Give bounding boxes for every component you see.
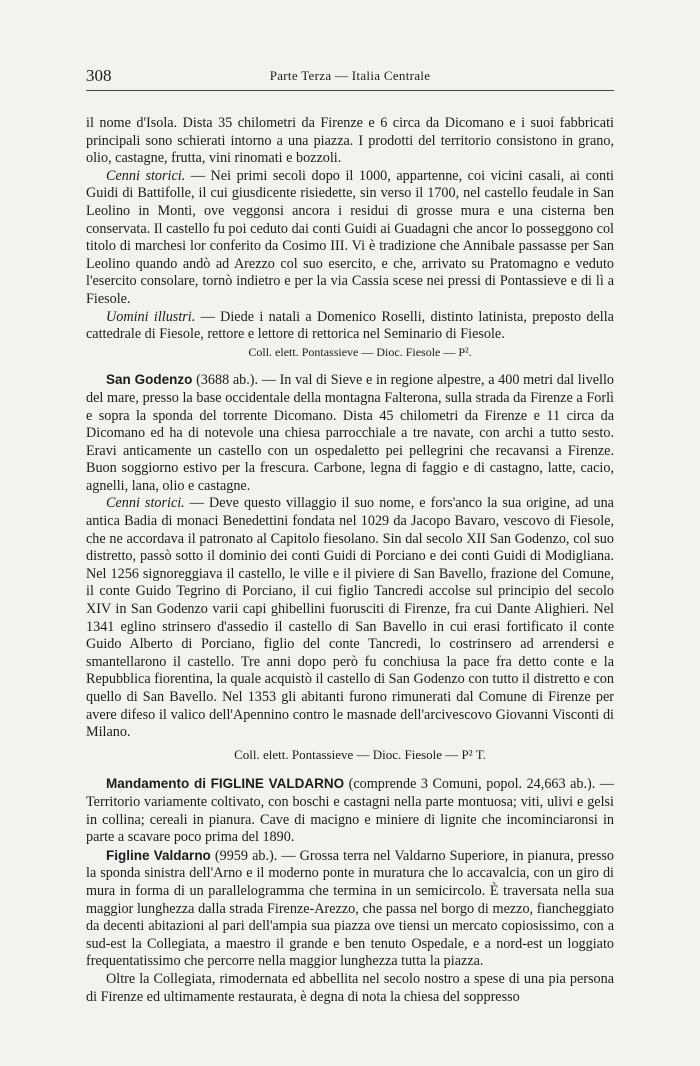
- entry-san-godenzo: [86, 371, 614, 495]
- entry-heading: San Godenzo: [106, 372, 193, 388]
- running-title: Parte Terza — Italia Centrale: [269, 68, 431, 83]
- paragraph-collegiata: Oltre la Collegiata, rimodernata ed abbellita nel secolo nostro a spese di una pia persona di Firenze ed ultimamente restaurata, è degna di nota la chiesa del soppresso: [86, 970, 614, 1005]
- page-body: [86, 115, 614, 1006]
- entry-heading: Mandamento di FIGLINE VALDARNO: [106, 776, 345, 792]
- paragraph-cenni-storici-2: [86, 495, 614, 741]
- paragraph-text: — Deve questo villaggio il suo nome, e fors'anco la sua origine, ad una antica Badia di monaci Benedettini fondata nel 1029 da Jacopo Bavaro, vescovo di Fiesole, che ne accordava il patronato al Capitolo fiesolano. Sin dal secolo XII San Godenzo, col suo distretto, passò sotto il dominio dei conti Guidi di Porciano e dei conti Guidi di Modigliana. Nel 1256 signoreggiava il castello, le ville e il piviere di San Bavello, frazione del Comune, il conte Guido Tegrino di Porciano, il cui figlio Tancredi accolse sul principio del secolo XIV in San Godenzo varii capi ghibellini fuorusciti di Firenze, fra cui Dante Alighieri. Nel 1341 eglino strinsero d'assedio il castello di San Bavello in cui erasi fortificato il conte Guido Alberto di Porciano, figlio del conte Tancredi, lo costrinsero ad arrendersi e smantellarono il castello. Tre anni dopo però fu conchiusa la pace fra detto conte e la Repubblica fiorentina, la quale acquistò il castello di San Godenzo con tutto il distretto e con quello di San Bavello. Nel 1353 gli abitanti furono rimunerati dal Comune di Firenze per avere difeso il valico dell'Apennino contro le masnade dell'arcivescovo Giovanni Visconti di Milano.: [86, 495, 614, 741]
- entry-text: (3688 ab.). — In val di Sieve e in regione alpestre, a 400 metri dal livello del mare, presso la base occidentale della montagna Falterona, sulla strada da Firenze a Forlì e sopra la sponda del torrente Dicomano. Dista 45 chilometri da Firenze e 11 circa da Dicomano ed ha di notevole una chiesa parrocchiale a tre navate, con archi a tutto sesto. Eravi anticamente un castello con un ospedaletto pei pellegrini che recavansi a Firenze. Buon soggiorno estivo per la frescura. Carbone, legna di faggio e di castagno, latte, cacio, agnelli, lana, olio e castagne.: [86, 372, 614, 494]
- paragraph-text: — Nei primi secoli dopo il 1000, appartenne, coi vicini casali, ai conti Guidi di Battifolle, il cui giusdicente risiedette, sin verso il 1700, nel castello feudale in San Leolino in Monti, ove veggonsi ancora i residui di grosse mura e una cisterna ben conservata. Il castello fu poi ceduto dai conti Guidi ai Guadagni che ancor lo posseggono col titolo di marchesi lor conferito da Cosimo III. Vi è tradizione che Annibale passasse per San Leolino quando andò ad Arezzo col suo esercito, e che, arrivato su Pratomagno e veduto l'esercito consolare, tornò indietro e per la via Cassia scese nei pressi di Pontassieve e di lì a Fiesole.: [86, 167, 614, 307]
- collegio-line: Coll. elett. Pontassieve — Dioc. Fiesole — P² T.: [234, 746, 486, 762]
- section-label: Cenni storici.: [106, 167, 186, 184]
- entry-heading: Figline Valdarno: [106, 847, 211, 863]
- paragraph-text: — Diede i natali a Domenico Roselli, distinto latinista, preposto della cattedrale di Fiesole, rettore e lettore di rettorica nel Seminario di Fiesole.: [86, 308, 614, 343]
- entry-text: (9959 ab.). — Grossa terra nel Valdarno Superiore, in pianura, presso la sponda sinistra dell'Arno e il moderno ponte in muratura che lo accavalcia, con un giro di mura in forma di un parallelogramma che termina in un semicircolo. È traversata nella sua maggior lunghezza dalla strada Firenze-Arezzo, che passa nel borgo di mezzo, fiancheggiato da decenti abitazioni al pari dell'ampia sua piazza ove tiensi un mercato copiosissimo, con a sud-est la Collegiata, a maestro il grande e ben tenuto Ospedale, e a nord-est un loggiato frequentatissimo che percorre nella maggior lunghezza tutta la piazza.: [86, 847, 614, 970]
- paragraph-isola-description: il nome d'Isola. Dista 35 chilometri da Firenze e 6 circa da Dicomano e i suoi fabbricati principali sono schierati intorno a una piazza. I prodotti del territorio consistono in grano, olio, castagne, frutta, vini rinomati e bozzoli.: [86, 115, 614, 167]
- paragraph-cenni-storici-1: [86, 168, 614, 309]
- section-label: Uomini illustri.: [106, 308, 196, 325]
- page-header: [86, 60, 614, 91]
- entry-mandamento-figline: [86, 775, 614, 846]
- section-label: Cenni storici.: [106, 495, 185, 512]
- paragraph-uomini-illustri: [86, 309, 614, 344]
- page-number: 308: [86, 66, 112, 85]
- entry-text: (comprende 3 Comuni, popol. 24,663 ab.). — Territorio variamente coltivato, con boschi e castagni nella parte montuosa; viti, ulivi e gelsi in collina; cereali in pianura. Cave di macigno e miniere di lignite che incominciaronsi in parte a scavare poco prima del 1890.: [86, 776, 614, 846]
- collegio-line: Coll. elett. Pontassieve — Dioc. Fiesole — P².: [248, 344, 472, 359]
- entry-figline-valdarno: [86, 847, 614, 971]
